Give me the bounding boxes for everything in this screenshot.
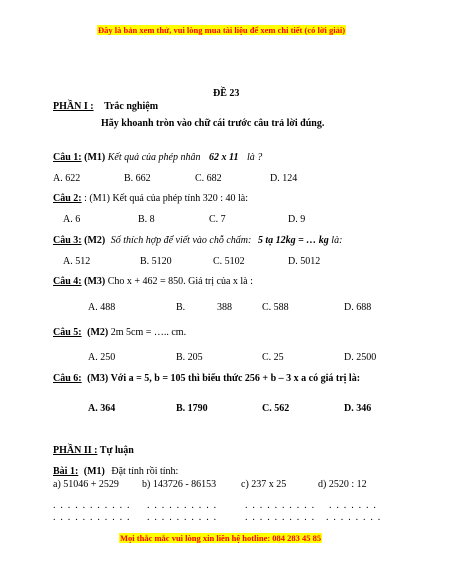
question-text: Số thích hợp để viết vào chỗ chấm: — [110, 235, 252, 246]
option[interactable]: D. 2500 — [344, 352, 377, 363]
option[interactable]: A. 6 — [63, 214, 81, 225]
preview-banner: Đây là bản xem thử, vui lòng mua tài liệu để xem chi tiết (có lời giải) — [98, 25, 346, 35]
option[interactable]: 388 — [217, 302, 232, 313]
option[interactable]: C. 7 — [209, 214, 226, 225]
exercise-label: Bài 1: — [53, 466, 79, 477]
exercise-item: b) 143726 - 86153 — [142, 479, 217, 490]
question-5 — [53, 327, 186, 338]
answer-dots: . . . . . . . . — [326, 512, 382, 523]
part2-label: PHẦN II : — [53, 445, 98, 456]
question-tail: là ? — [246, 152, 263, 163]
question-text: : (M1) Kết quả của phép tính 320 : 40 là: — [84, 193, 248, 204]
option[interactable]: C. 682 — [195, 173, 222, 184]
option[interactable]: C. 5102 — [213, 256, 245, 267]
question-1 — [53, 152, 262, 163]
option[interactable]: D. 346 — [344, 403, 372, 414]
question-expression: 5 tạ 12kg = … kg — [257, 235, 329, 246]
question-6 — [53, 373, 360, 384]
question-4 — [53, 276, 253, 287]
question-tail: là: — [331, 235, 343, 246]
option[interactable]: B. 8 — [138, 214, 155, 225]
question-label: Câu 3: — [53, 235, 82, 246]
question-label: Câu 5: — [53, 327, 82, 338]
option[interactable]: C. 588 — [262, 302, 289, 313]
exercise-item: a) 51046 + 2529 — [53, 479, 119, 490]
question-label: Câu 1: — [53, 152, 82, 163]
option[interactable]: A. 512 — [63, 256, 91, 267]
question-3 — [53, 235, 342, 246]
question-label: Câu 4: — [53, 276, 82, 287]
answer-dots: . . . . . . . . . . . — [53, 512, 131, 523]
option[interactable]: A. 250 — [88, 352, 116, 363]
answer-dots: . . . . . . . . . . — [245, 512, 316, 523]
option[interactable]: D. 5012 — [288, 256, 321, 267]
option[interactable]: B. 5120 — [140, 256, 172, 267]
question-level: (M2) — [84, 235, 106, 246]
answer-dots: . . . . . . . . . . . — [53, 500, 131, 511]
answer-dots: . . . . . . . — [329, 500, 378, 511]
option[interactable]: D. 124 — [270, 173, 298, 184]
question-level: (M2) — [87, 327, 109, 338]
part1-title: Trắc nghiệm — [104, 101, 159, 112]
exercise-level: (M1) — [83, 466, 105, 477]
question-label: Câu 6: — [53, 373, 82, 384]
option[interactable]: B. 1790 — [176, 403, 208, 414]
hotline-banner: Mọi thắc mắc vui lòng xin liên hệ hotline: 084 283 45 85 — [120, 533, 322, 543]
part2-title: Tự luận — [99, 445, 134, 456]
question-level: (M3) — [87, 373, 109, 384]
question-text: Cho x + 462 = 850. Giá trị của x là : — [107, 276, 253, 287]
question-text: Với a = 5, b = 105 thì biểu thức 256 + b – 3 x a có giá trị là: — [110, 373, 361, 384]
option[interactable]: A. 488 — [88, 302, 116, 313]
part1-heading — [53, 101, 158, 112]
question-label: Câu 2: — [53, 193, 82, 204]
exercise-1 — [53, 466, 178, 477]
exercise-item: d) 2520 : 12 — [318, 479, 367, 490]
option[interactable]: D. 9 — [288, 214, 306, 225]
question-2 — [53, 193, 248, 204]
part2-heading — [53, 445, 134, 456]
answer-dots: . . . . . . . . . . — [147, 512, 218, 523]
answer-dots: . . . . . . . . . . — [245, 500, 316, 511]
exam-title: ĐỀ 23 — [213, 88, 240, 99]
answer-dots: . . . . . . . . . . — [147, 500, 218, 511]
option[interactable]: A. 622 — [53, 173, 81, 184]
question-level: (M3) — [84, 276, 106, 287]
option[interactable]: C. 25 — [262, 352, 284, 363]
exercise-text: Đặt tính rồi tính: — [111, 466, 179, 477]
question-level: (M1) — [84, 152, 106, 163]
option[interactable]: A. 364 — [88, 403, 116, 414]
option[interactable]: D. 688 — [344, 302, 372, 313]
option[interactable]: B. 205 — [176, 352, 203, 363]
option[interactable]: B. 662 — [124, 173, 151, 184]
option[interactable]: C. 562 — [262, 403, 290, 414]
question-expression: 62 x 11 — [209, 152, 239, 163]
option[interactable]: B. — [176, 302, 186, 313]
question-text: Kết quả của phép nhân — [107, 152, 201, 163]
part1-label: PHẦN I : — [53, 101, 94, 112]
part1-instruction: Hãy khoanh tròn vào chữ cái trước câu trả lời đúng. — [101, 118, 325, 129]
exercise-item: c) 237 x 25 — [241, 479, 287, 490]
question-text: 2m 5cm = ….. cm. — [110, 327, 187, 338]
